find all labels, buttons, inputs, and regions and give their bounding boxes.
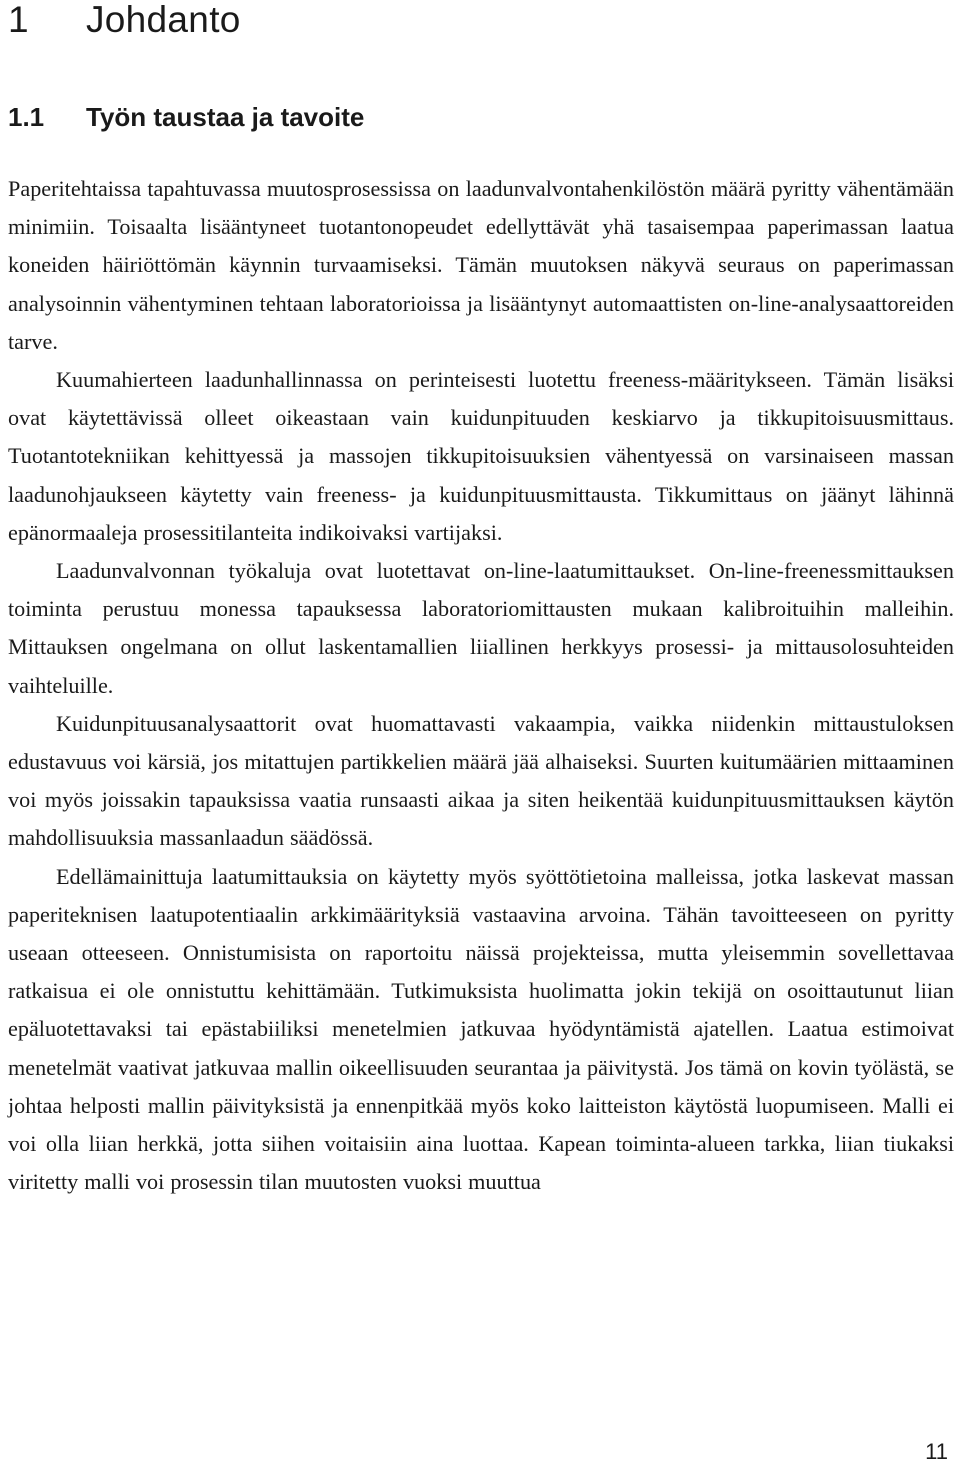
paragraph-1: Paperitehtaissa tapahtuvassa muutosprosessissa on laadunvalvontahenkilöstön määrä pyritty vähentämään minimiin. Toisaalta lisääntyneet tuotantonopeudet edellyttävät yhä tasaisempaa paperimassan laatua koneiden häiriöttömän käynnin turvaamiseksi. Tämän muutoksen näkyvä seuraus on paperimassan analysoinnin vähentyminen tehtaan laboratorioissa ja lisääntynyt automaattisten on-line-analysaattoreiden tarve. [8,176,954,354]
chapter-title: Johdanto [86,0,241,40]
chapter-heading [8,0,954,40]
paragraph-3: Laadunvalvonnan työkaluja ovat luotettavat on-line-laatumittaukset. On-line-freenessmittauksen toiminta perustuu monessa tapauksessa laboratoriomittausten mukaan kalibroituihin malleihin. Mittauksen ongelmana on ollut laskentamallien liiallinen herkkyys prosessi- ja mittausolosuhteiden vaihteluille. [8,558,954,698]
chapter-number: 1 [8,0,29,40]
body-text [8,170,954,1201]
document-page [8,0,954,1201]
section-number: 1.1 [8,102,45,132]
paragraph-5: Edellämainittuja laatumittauksia on käytetty myös syöttötietoina malleissa, jotka laskevat massan paperiteknisen laatupotentiaalin arkkimäärityksiä vastaavina arvoina. Tähän tavoitteeseen on pyritty useaan otteeseen. Onnistumisista on raportoitu näissä projekteissa, mutta yleisemmin sovellettavaa ratkaisua ei ole onnistuttu kehittämään. Tutkimuksista huolimatta jokin tekijä on osoittautunut liian epäluotettavaksi tai epästabiiliksi menetelmien jatkuvaa hyödyntämistä ajatellen. Laatua estimoivat menetelmät vaativat jatkuvaa mallin oikeellisuuden seurantaa ja päivitystä. Jos tämä on kovin työlästä, se johtaa helposti mallin päivityksistä ja ennenpitkää myös koko laitteiston käytöstä luopumiseen. Malli ei voi olla liian herkkä, jotta siihen voitaisiin aina luottaa. Kapean toiminta-alueen tarkka, liian tiukaksi viritetty malli voi prosessin tilan muutosten vuoksi muuttua [8,863,954,1195]
section-title: Työn taustaa ja tavoite [86,102,365,132]
page-number: 11 [925,1439,948,1464]
paragraph-2: Kuumahierteen laadunhallinnassa on perinteisesti luotettu freeness-määritykseen. Tämän lisäksi ovat käytettävissä olleet oikeastaan vain kuidunpituuden keskiarvo ja tikkupitoisuusmittaus. Tuotantotekniikan kehittyessä ja massojen tikkupitoisuuksien vähentyessä on varsinaiseen massan laadunohjaukseen käytetty vain freeness- ja kuidunpituusmittausta. Tikkumittaus on jäänyt lähinnä epänormaaleja prosessitilanteita indikoivaksi vartijaksi. [8,367,954,545]
section-heading [8,102,954,132]
paragraph-4: Kuidunpituusanalysaattorit ovat huomattavasti vakaampia, vaikka niidenkin mittaustuloksen edustavuus voi kärsiä, jos mitattujen partikkelien määrä jää alhaiseksi. Suurten kuitumäärien mittaaminen voi myös joissakin tapauksissa vaatia runsaasti aikaa ja siten heikentää kuidunpituusmittauksen käytön mahdollisuuksia massanlaadun säädössä. [8,710,954,851]
